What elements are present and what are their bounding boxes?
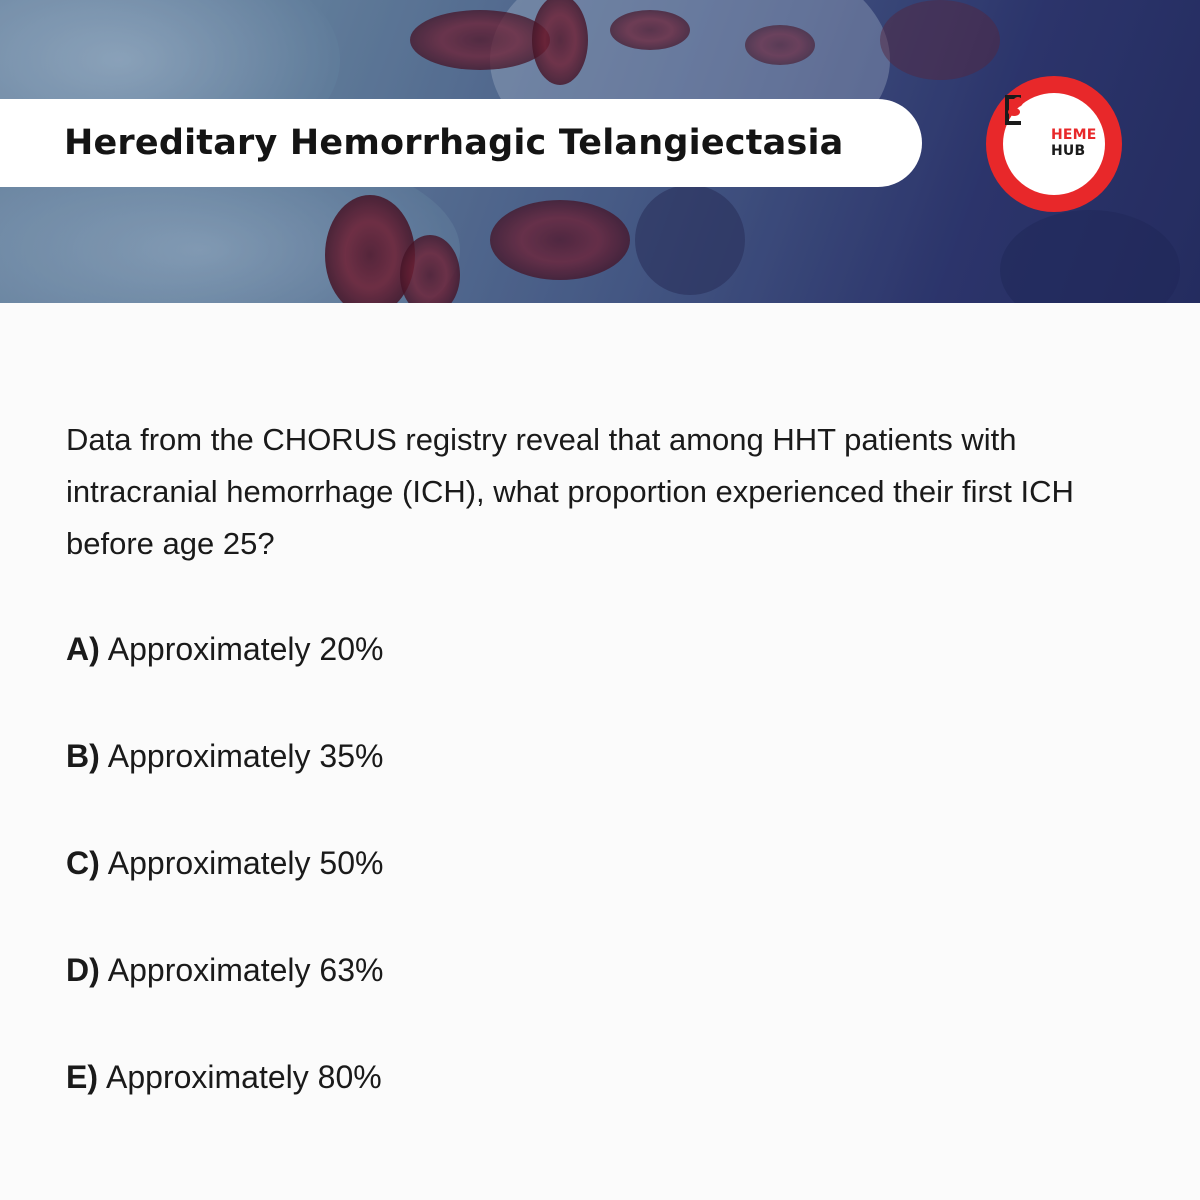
question-text: Data from the CHORUS registry reveal that among HHT patients with intracranial hemorrhage (ICH), what proportion experienced their first ICH before age 25? — [66, 422, 1074, 561]
header-banner — [0, 0, 1200, 303]
page-title: Hereditary Hemorrhagic Telangiectasia — [64, 123, 844, 163]
option-letter: A) — [66, 631, 100, 667]
option-letter: D) — [66, 952, 100, 988]
option-label: Approximately 50% — [107, 845, 384, 881]
option-label: Approximately 35% — [107, 738, 384, 774]
option-label: Approximately 80% — [106, 1059, 382, 1095]
option-c[interactable] — [66, 843, 383, 883]
option-label: Approximately 20% — [107, 631, 384, 667]
option-e[interactable] — [66, 1057, 382, 1097]
blood-drop-icon — [1003, 93, 1025, 127]
option-a[interactable] — [66, 629, 383, 669]
title-pill — [0, 99, 922, 187]
option-d[interactable] — [66, 950, 383, 990]
logo-text-hub: HUB — [1051, 143, 1086, 159]
logo-text-heme: HEME — [1051, 127, 1097, 143]
option-letter: B) — [66, 738, 100, 774]
option-label: Approximately 63% — [107, 952, 384, 988]
heme-hub-logo — [986, 76, 1122, 212]
option-b[interactable] — [66, 736, 383, 776]
option-letter: E) — [66, 1059, 98, 1095]
logo-inner-circle — [1003, 93, 1105, 195]
option-letter: C) — [66, 845, 100, 881]
